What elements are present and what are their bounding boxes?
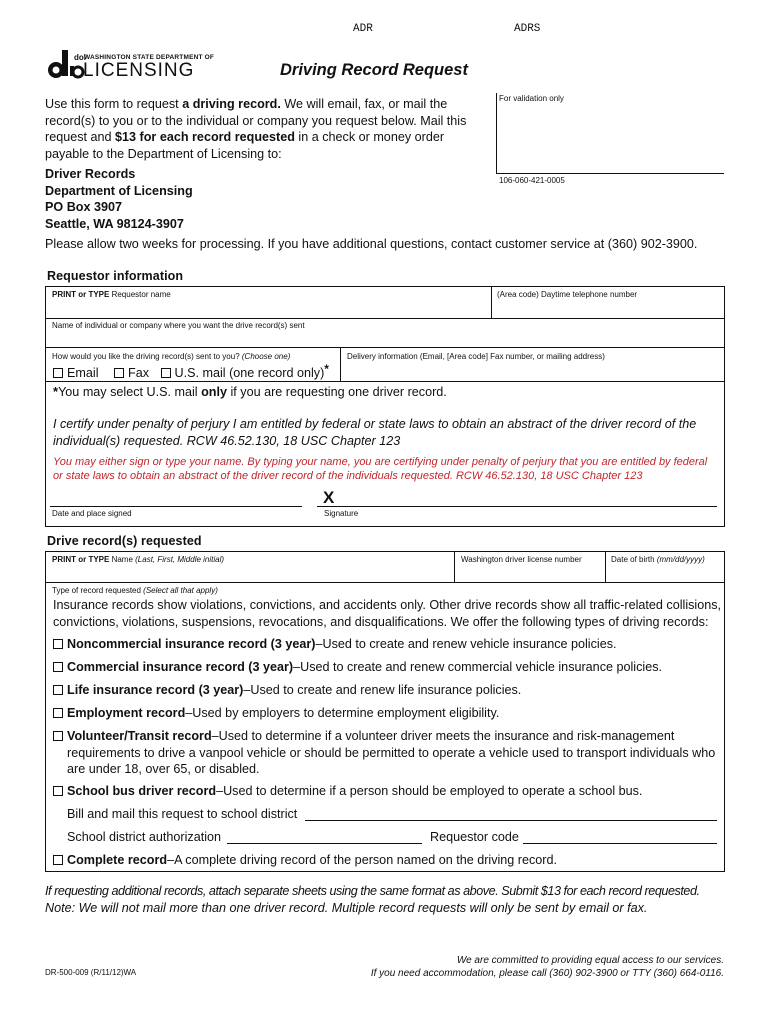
- option-desc: –Used to create and renew life insurance policies.: [243, 683, 522, 697]
- label-text: Name: [109, 555, 136, 564]
- volunteer-checkbox[interactable]: [53, 731, 63, 741]
- option-desc: –Used to create and renew commercial vehicle insurance policies.: [293, 660, 662, 674]
- intro-text-1: Use this form to request: [45, 97, 183, 111]
- label-text: Requestor name: [109, 290, 171, 299]
- signature-x-mark: X: [323, 488, 335, 507]
- bill-school-district-line[interactable]: [305, 820, 717, 821]
- record-type-intro: Insurance records show violations, convictions, and accidents only. Other drive records show all traffic-related collisions, convictions, violations, suspensions, revocations, and disqualifications. We offer the following types of driving records:: [53, 598, 722, 629]
- asterisk: *: [324, 362, 329, 376]
- option-desc: –Used to create and renew vehicle insurance policies.: [315, 637, 617, 651]
- option-name: Noncommercial insurance record (3 year): [67, 637, 316, 651]
- option-email[interactable]: [53, 366, 99, 380]
- option-label: Fax: [128, 366, 149, 380]
- dol-logo-icon: [44, 50, 86, 80]
- life-checkbox[interactable]: [53, 685, 63, 695]
- date-place-field[interactable]: Date and place signed: [52, 509, 132, 518]
- noncommercial-checkbox[interactable]: [53, 639, 63, 649]
- option-name: Life insurance record (3 year): [67, 683, 244, 697]
- accessibility-note: [371, 954, 724, 980]
- commercial-checkbox[interactable]: [53, 662, 63, 672]
- option-label: Email: [67, 366, 99, 380]
- intro-paragraph: [45, 96, 485, 162]
- record-option-school-bus[interactable]: [53, 783, 642, 800]
- email-checkbox[interactable]: [53, 368, 63, 378]
- employment-checkbox[interactable]: [53, 708, 63, 718]
- option-us-mail[interactable]: [161, 362, 329, 380]
- option-label: U.S. mail (one record only): [174, 366, 325, 380]
- address-line: Driver Records: [45, 167, 136, 181]
- authorization-label: School district authorization: [67, 830, 222, 844]
- label-bold: PRINT or TYPE: [52, 290, 110, 299]
- option-name: Volunteer/Transit record: [67, 729, 212, 743]
- license-number-field[interactable]: Washington driver license number: [461, 555, 582, 564]
- logo-mark-text: dol: [74, 53, 86, 62]
- additional-records-note: If requesting additional records, attach separate sheets using the same format as above. Submit $13 for each record requested.: [45, 884, 700, 898]
- intro-text-4: $13 for each record requested: [115, 130, 295, 144]
- option-name: Commercial insurance record (3 year): [67, 660, 294, 674]
- record-option-volunteer[interactable]: [53, 728, 721, 778]
- label-text: Date of birth: [611, 555, 657, 564]
- option-desc: –Used by employers to determine employment eligibility.: [185, 706, 500, 720]
- option-desc: –Used to determine if a volunteer driver meets the insurance and risk-management requirements to drive a vanpool vehicle or should be permitted to operate a vehicle used to transport individuals who are under 18, over 65, or disabled.: [67, 729, 716, 776]
- logo-agency-name: LICENSING: [83, 60, 195, 81]
- authorization-line[interactable]: [227, 843, 422, 844]
- requestor-phone-field[interactable]: (Area code) Daytime telephone number: [497, 290, 638, 299]
- form-number: DR-500-009 (R/11/12)WA: [45, 968, 137, 977]
- record-name-field[interactable]: [52, 555, 224, 564]
- delivery-method-label: [52, 352, 290, 361]
- mail-note-text: if you are requesting one driver record.: [226, 385, 447, 399]
- option-fax[interactable]: [114, 366, 149, 380]
- mail-note: [53, 384, 447, 401]
- requestor-code-label: Requestor code: [430, 830, 519, 844]
- option-name: Complete record: [67, 853, 168, 867]
- option-desc: –A complete driving record of the person named on the driving record.: [167, 853, 558, 867]
- label-hint: (Select all that apply): [143, 586, 218, 595]
- record-option-noncommercial[interactable]: [53, 636, 617, 653]
- agency-logo: [44, 50, 215, 82]
- requestor-section-title: Requestor information: [47, 269, 184, 283]
- mailing-address: [45, 166, 193, 232]
- accessibility-line: If you need accommodation, please call (360) 902-3900 or TTY (360) 664-0116.: [370, 968, 724, 979]
- school-bus-checkbox[interactable]: [53, 786, 63, 796]
- mail-limit-note: Note: We will not mail more than one driver record. Multiple record requests will only be sent by email or fax.: [45, 901, 648, 915]
- label-hint: (Last, First, Middle initial): [135, 555, 225, 564]
- stamp-adrs: ADRS: [514, 23, 541, 35]
- record-type-label: [52, 586, 218, 595]
- label-bold: PRINT or TYPE: [52, 555, 110, 564]
- record-option-complete[interactable]: [53, 852, 557, 869]
- asterisk: *: [53, 384, 59, 399]
- intro-text-5: in a check or money order payable to the Department of Licensing to:: [45, 130, 445, 161]
- label-hint: (mm/dd/yyyy): [656, 555, 705, 564]
- delivery-options: [53, 362, 329, 380]
- record-option-life[interactable]: [53, 682, 521, 699]
- logo-agency-line: WASHINGTON STATE DEPARTMENT OF: [84, 54, 215, 61]
- address-line: PO Box 3907: [45, 200, 123, 214]
- certify-statement: I certify under penalty of perjury I am entitled by federal or state laws to obtain an abstract of the driver record of the individual(s) requested. RCW 46.52.130, 18 USC Chapter 123: [53, 417, 697, 448]
- us-mail-checkbox[interactable]: [161, 368, 171, 378]
- mail-note-only: only: [201, 385, 227, 399]
- intro-text-3: We will email, fax, or mail the record(s) to you or to the individual or company you request below. Mail this request and: [45, 97, 467, 144]
- requestor-code-line[interactable]: [523, 843, 717, 844]
- requestor-name-field[interactable]: [52, 290, 171, 299]
- page-title: Driving Record Request: [280, 61, 468, 79]
- label-text: How would you like the driving record(s) sent to you?: [52, 352, 242, 361]
- complete-checkbox[interactable]: [53, 855, 63, 865]
- delivery-info-field[interactable]: Delivery information (Email, [Area code] Fax number, or mailing address): [347, 352, 605, 361]
- accessibility-line: We are committed to providing equal access to our services.: [456, 955, 724, 966]
- label-hint: (Choose one): [241, 352, 291, 361]
- fax-checkbox[interactable]: [114, 368, 124, 378]
- bill-school-district-label: Bill and mail this request to school district: [67, 807, 298, 821]
- address-line: Department of Licensing: [45, 183, 193, 198]
- mail-note-text: You may select U.S. mail: [58, 385, 202, 399]
- option-name: Employment record: [67, 706, 186, 720]
- stamp-adr: ADR: [353, 23, 373, 35]
- processing-note: Please allow two weeks for processing. If you have additional questions, contact customer service at (360) 902-3900.: [45, 237, 698, 251]
- record-option-employment[interactable]: [53, 705, 499, 722]
- signature-field[interactable]: Signature: [324, 509, 359, 518]
- option-desc: –Used to determine if a person should be employed to operate a school bus.: [216, 784, 643, 798]
- validation-box: [496, 93, 724, 174]
- validation-label: For validation only: [499, 94, 564, 103]
- label-text: Type of record requested: [52, 586, 144, 595]
- sign-note: You may either sign or type your name. By typing your name, you are certifying under penalty of perjury that you are entitled by federal or state laws to obtain an abstract of the driver record of the individuals requested. RCW 46.52.130, 18 USC Chapter 123: [53, 456, 708, 482]
- address-line: Seattle, WA 98124-3907: [45, 216, 184, 231]
- option-name: School bus driver record: [67, 784, 217, 798]
- validation-code: 106-060-421-0005: [499, 176, 565, 185]
- dob-field[interactable]: [611, 555, 705, 564]
- records-section-title: Drive record(s) requested: [47, 534, 202, 548]
- record-option-commercial[interactable]: [53, 659, 662, 676]
- send-to-field[interactable]: Name of individual or company where you want the drive record(s) sent: [52, 321, 305, 330]
- intro-text-2: a driving record.: [182, 97, 281, 111]
